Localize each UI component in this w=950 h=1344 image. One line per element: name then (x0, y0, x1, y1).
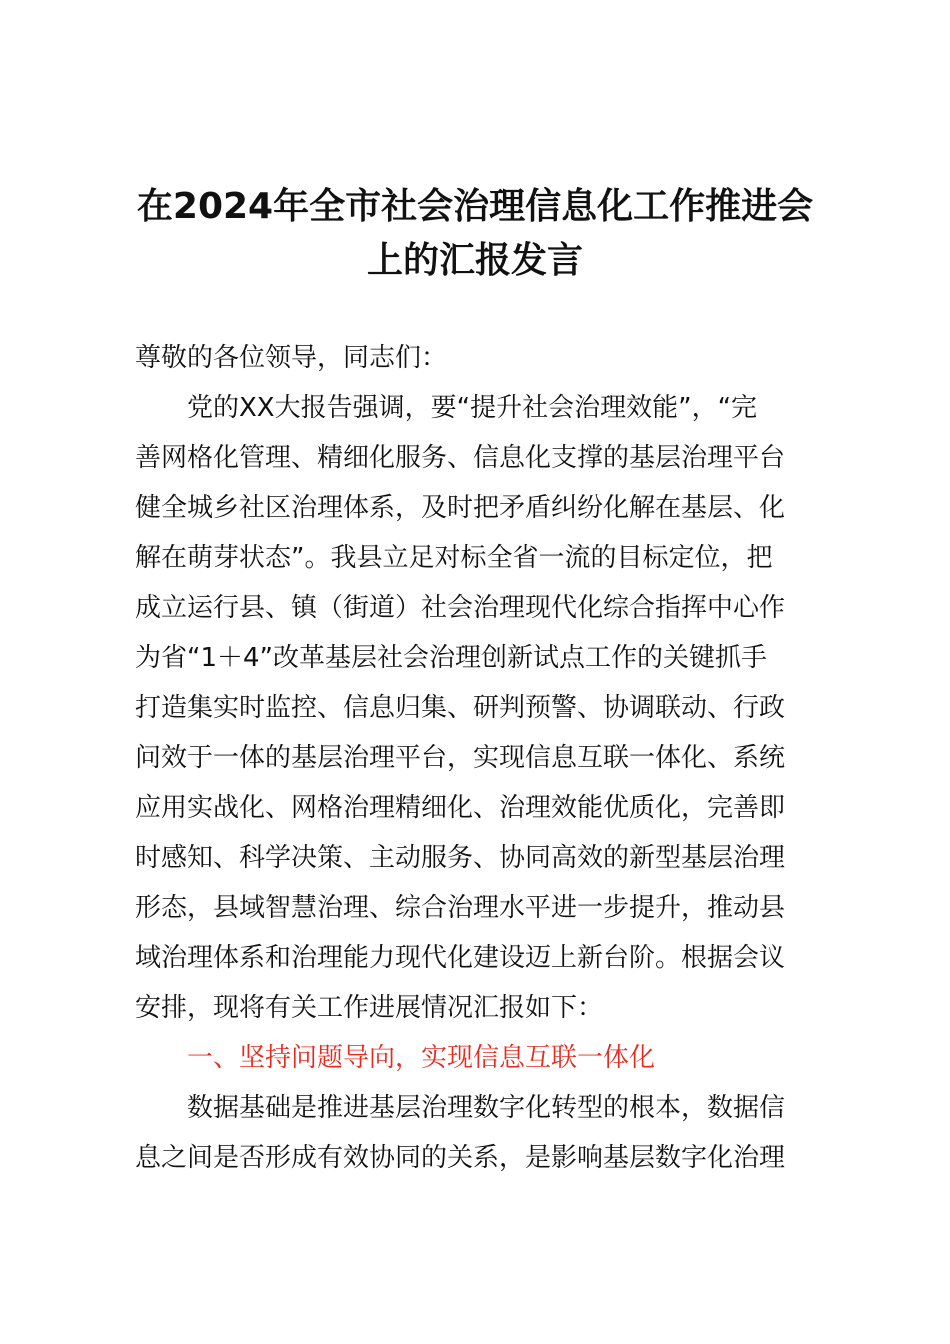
paragraph-line: 问效于一体的基层治理平台，实现信息互联一体化、系统 (135, 743, 786, 773)
paragraph-line: 安排，现将有关工作进展情况汇报如下： (135, 993, 604, 1023)
document-title (110, 180, 840, 288)
title-line-1: 在2024年全市社会治理信息化工作推进会 (136, 186, 814, 227)
paragraph-line: 打造集实时监控、信息归集、研判预警、协调联动、行政 (135, 693, 786, 723)
paragraph-line: 党的XX大报告强调，要“提升社会治理效能”，“完 (135, 393, 758, 423)
paragraph-line: 为省“1＋4”改革基层社会治理创新试点工作的关键抓手 (135, 643, 768, 673)
paragraph-line: 域治理体系和治理能力现代化建设迈上新台阶。根据会议 (135, 943, 786, 973)
paragraph-line: 健全城乡社区治理体系，及时把矛盾纠纷化解在基层、化 (135, 493, 786, 523)
document-body (135, 333, 835, 1183)
section-heading: 一、坚持问题导向，实现信息互联一体化 (135, 1043, 656, 1073)
paragraph-line: 善网格化管理、精细化服务、信息化支撑的基层治理平台 (135, 443, 786, 473)
paragraph-line: 形态，县域智慧治理、综合治理水平进一步提升，推动县 (135, 893, 786, 923)
paragraph-line: 成立运行县、镇（街道）社会治理现代化综合指挥中心作 (135, 593, 786, 623)
paragraph-line: 解在萌芽状态”。我县立足对标全省一流的目标定位，把 (135, 543, 773, 573)
title-line-2: 上的汇报发言 (366, 240, 583, 281)
paragraph-line: 时感知、科学决策、主动服务、协同高效的新型基层治理 (135, 843, 786, 873)
paragraph-line: 数据基础是推进基层治理数字化转型的根本，数据信 (135, 1093, 786, 1123)
paragraph-line: 应用实战化、网格治理精细化、治理效能优质化，完善即 (135, 793, 786, 823)
paragraph-line: 息之间是否形成有效协同的关系，是影响基层数字化治理 (135, 1143, 786, 1173)
salutation: 尊敬的各位领导，同志们： (135, 343, 448, 373)
